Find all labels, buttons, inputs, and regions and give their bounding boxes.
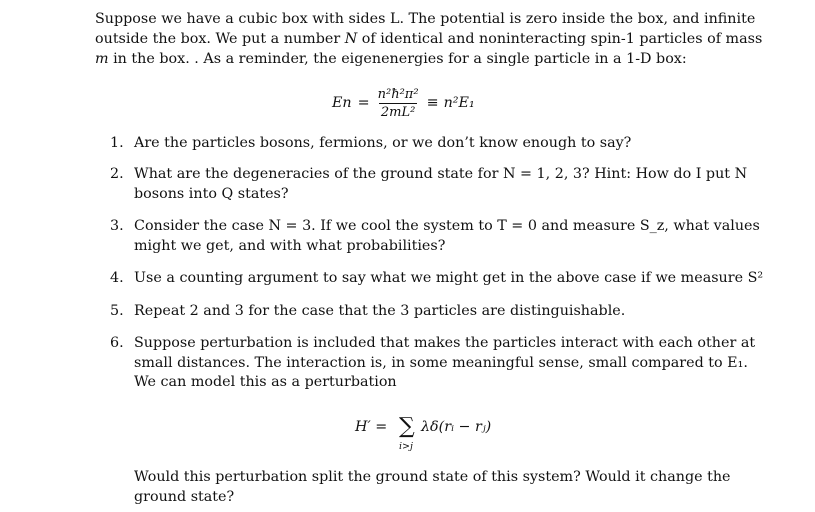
question-line: Are the particles bosons, fermions, or we don’t know enough to say? [134, 135, 632, 151]
intro-line-2-text-a: outside the box. We put a number [95, 31, 345, 47]
question-number: 3. [110, 218, 124, 234]
question-text [134, 165, 748, 204]
question-text [134, 334, 756, 393]
question-line: Consider the case N = 3. If we cool the system to T = 0 and measure S_z, what values [134, 218, 760, 234]
intro-line-3-text: in the box. . As a reminder, the eigenenergies for a single particle in a 1-D box: [108, 51, 687, 67]
closing-question-line-1: Would this perturbation split the ground state of this system? Would it change the [134, 469, 731, 485]
question-text [134, 217, 760, 256]
question-number: 5. [110, 303, 124, 319]
energy-equation-rhs: n²E₁ [443, 95, 475, 111]
question-text [134, 134, 720, 154]
intro-line-2 [95, 29, 763, 49]
question-number: 6. [110, 335, 124, 351]
intro-variable-n: N [344, 31, 358, 47]
intro-line-3 [95, 49, 720, 69]
perturbation-equation-rhs: λδ(rᵢ − rⱼ) [421, 419, 492, 435]
energy-equation-equals: = [357, 95, 370, 111]
question-number: 4. [110, 270, 124, 286]
intro-line-1: Suppose we have a cubic box with sides L. The potential is zero inside the box, and infinite [95, 11, 756, 27]
intro-line-2-text-b: of identical and noninteracting spin-1 particles of mass [357, 31, 763, 47]
question-line: Repeat 2 and 3 for the case that the 3 particles are distinguishable. [134, 303, 626, 319]
question-text [134, 269, 764, 289]
closing-question-line-2: ground state? [134, 488, 235, 505]
question-line: bosons into Q states? [134, 185, 289, 202]
question-line: What are the degeneracies of the ground state for N = 1, 2, 3? Hint: How do I put N [134, 166, 748, 182]
question-line: Suppose perturbation is included that makes the particles interact with each other at [134, 335, 756, 351]
energy-equation [332, 80, 475, 126]
energy-fraction [376, 87, 421, 120]
question-line: We can model this as a perturbation [134, 374, 397, 390]
summation-symbol: ∑ [399, 414, 415, 439]
summation-index: i>j [399, 441, 413, 452]
question-line: Use a counting argument to say what we might get in the above case if we measure S² [134, 270, 764, 286]
question-text [134, 302, 720, 322]
energy-fraction-numerator: n²ħ²π² [377, 86, 419, 102]
intro-variable-m: m [95, 51, 109, 67]
perturbation-equation-lhs: H′ = [355, 419, 388, 435]
question-number: 2. [110, 166, 124, 182]
question-line: small distances. The interaction is, in some meaningful sense, small compared to E₁. [134, 354, 748, 371]
question-line: might we get, and with what probabilities? [134, 237, 446, 254]
energy-equation-lhs: En [332, 95, 352, 111]
question-number: 1. [110, 135, 124, 151]
energy-fraction-denominator: 2mL² [380, 104, 416, 120]
intro-paragraph [95, 9, 763, 69]
closing-question [134, 468, 731, 507]
energy-equation-equiv: ≡ [426, 95, 439, 111]
